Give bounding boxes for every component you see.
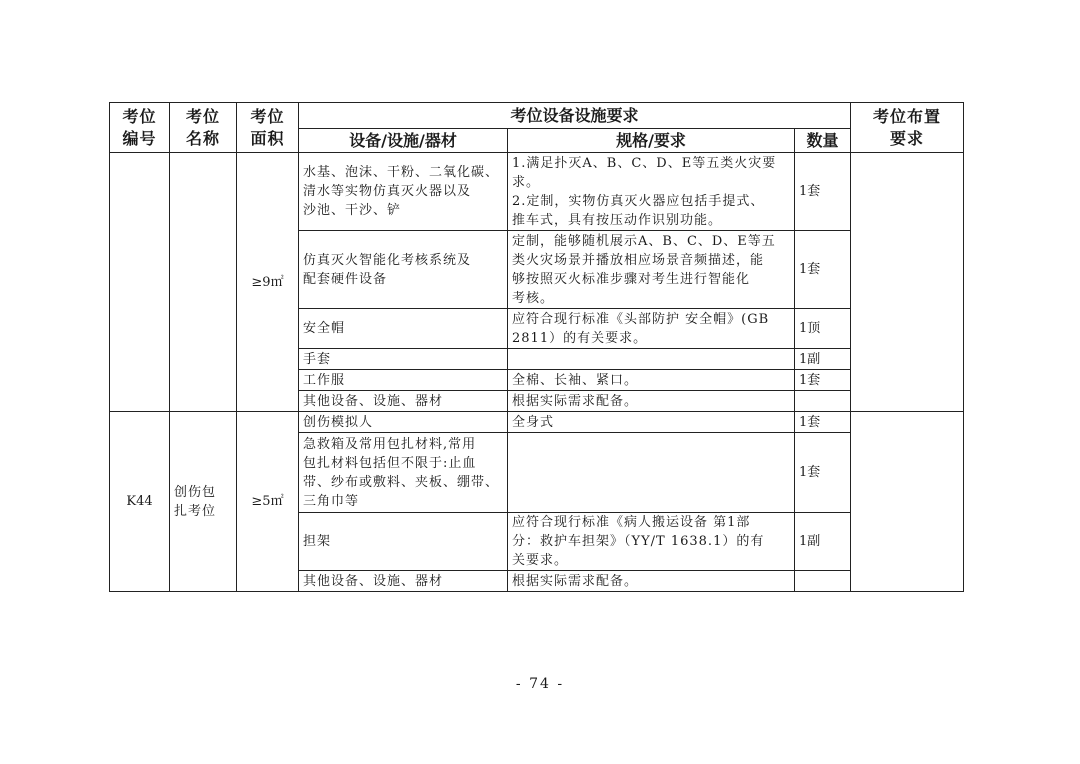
header-layout: 考位布置 要求 [851, 103, 964, 153]
block2-spec-2 [508, 433, 795, 513]
block2-equipment-3: 担架 [299, 513, 508, 571]
header-equipment-group: 考位设备设施要求 [299, 103, 851, 129]
block1-equipment-2: 仿真灭火智能化考核系统及 配套硬件设备 [299, 231, 508, 309]
block2-qty-4 [795, 571, 851, 592]
block1-qty-3: 1顶 [795, 309, 851, 349]
block2-spec-4: 根据实际需求配备。 [508, 571, 795, 592]
block1-equipment-3: 安全帽 [299, 309, 508, 349]
block1-equipment-1: 水基、泡沫、干粉、二氧化碳、 清水等实物仿真灭火器以及 沙池、干沙、铲 [299, 153, 508, 231]
block1-qty-1: 1套 [795, 153, 851, 231]
block1-spec-2: 定制，能够随机展示A、B、C、D、E等五 类火灾场景并播放相应场景音频描述，能 够按照灭火标准步骤对考生进行智能化 考核。 [508, 231, 795, 309]
block2-qty-1: 1套 [795, 412, 851, 433]
block1-spec-1: 1.满足扑灭A、B、C、D、E等五类火灾要 求。 2.定制，实物仿真灭火器应包括手提式、 推车式，具有按压动作识别功能。 [508, 153, 795, 231]
block1-equipment-4: 手套 [299, 349, 508, 370]
header-area: 考位 面积 [237, 103, 299, 153]
block2-name: 创伤包 扎考位 [170, 412, 237, 592]
block1-spec-4 [508, 349, 795, 370]
block1-equipment-5: 工作服 [299, 370, 508, 391]
header-spec: 规格/要求 [508, 129, 795, 153]
block2-qty-2: 1套 [795, 433, 851, 513]
block1-area: ≥9㎡ [237, 153, 299, 412]
block1-qty-4: 1副 [795, 349, 851, 370]
block2-equipment-1: 创伤模拟人 [299, 412, 508, 433]
block2-equipment-2: 急救箱及常用包扎材料,常用 包扎材料包括但不限于:止血 带、纱布或敷料、夹板、绷带、 三角巾等 [299, 433, 508, 513]
block1-spec-5: 全棉、长袖、紧口。 [508, 370, 795, 391]
block2-layout-cell [851, 412, 964, 592]
block2-area: ≥5㎡ [237, 412, 299, 592]
block2-spec-3: 应符合现行标准《病人搬运设备 第1部 分：救护车担架》（YY/T 1638.1）的有 关要求。 [508, 513, 795, 571]
block1-id-cell [110, 153, 170, 412]
header-equipment: 设备/设施/器材 [299, 129, 508, 153]
block2-id: K44 [110, 412, 170, 592]
block1-spec-6: 根据实际需求配备。 [508, 391, 795, 412]
block1-qty-5: 1套 [795, 370, 851, 391]
block1-equipment-6: 其他设备、设施、器材 [299, 391, 508, 412]
header-name: 考位 名称 [170, 103, 237, 153]
block1-layout-cell [851, 153, 964, 412]
block2-equipment-4: 其他设备、设施、器材 [299, 571, 508, 592]
block1-qty-2: 1套 [795, 231, 851, 309]
block1-qty-6 [795, 391, 851, 412]
block2-qty-3: 1副 [795, 513, 851, 571]
header-id: 考位 编号 [110, 103, 170, 153]
header-qty: 数量 [795, 129, 851, 153]
block1-spec-3: 应符合现行标准《头部防护 安全帽》(GB 2811）的有关要求。 [508, 309, 795, 349]
block2-spec-1: 全身式 [508, 412, 795, 433]
page-number: - 74 - [515, 676, 565, 692]
requirements-table [109, 102, 964, 592]
block1-name-cell [170, 153, 237, 412]
